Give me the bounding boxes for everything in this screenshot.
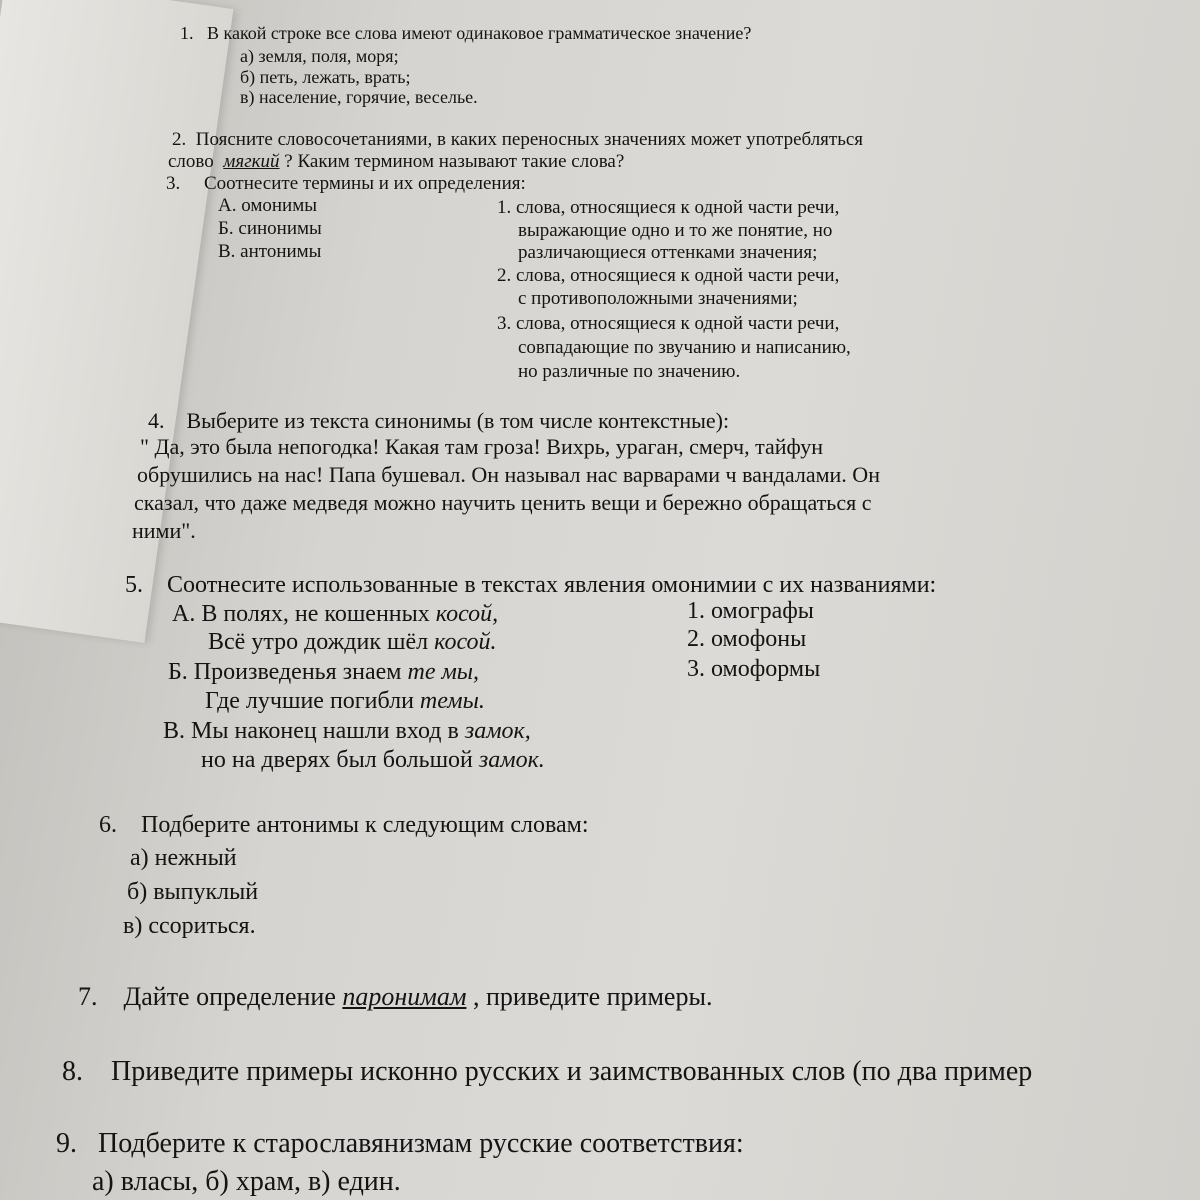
q2-word-myagkiy: мягкий [223, 151, 280, 172]
q9-text: Подберите к старославянизмам русские соответствия: [98, 1128, 744, 1159]
q1-number: 1. [180, 23, 194, 43]
q6-number: 6. [99, 812, 117, 838]
q3-def-2a: 2. слова, относящиеся к одной части речи, [497, 265, 840, 286]
q2-line1 [172, 130, 863, 149]
q5-c1-italic: замок, [464, 718, 531, 744]
q3-def-3a: 3. слова, относящиеся к одной части речи, [497, 313, 840, 334]
q6-option-c: в) ссориться. [123, 913, 256, 939]
q3-def-2b: с противоположными значениями; [518, 288, 798, 309]
q8-text: Приведите примеры исконно русских и заимствованных слов (по два пример [111, 1056, 1033, 1087]
q7-word-paronimam: паронимам [342, 982, 467, 1011]
q3-text: Соотнесите термины и их определения: [204, 173, 526, 194]
q4-quote-line1: " Да, это была непогодка! Какая там гроза! Вихрь, ураган, смерч, тайфун [140, 434, 823, 459]
q6-question [99, 813, 588, 837]
q5-a1-italic: косой, [435, 601, 499, 627]
q3-def-3b: совпадающие по звучанию и написанию, [518, 337, 851, 358]
q3-term-b: Б. синонимы [218, 218, 322, 239]
q5-example-c-line2 [201, 748, 545, 772]
q9-number: 9. [56, 1128, 77, 1159]
q3-def-1b: выражающие одно и то же понятие, но [518, 220, 833, 241]
q3-def-1c: различающиеся оттенками значения; [518, 242, 818, 263]
q4-quote-line2: обрушились на нас! Папа бушевал. Он называл нас варварами ч вандалами. Он [137, 462, 880, 487]
q3-term-a: А. омонимы [218, 195, 318, 216]
q1-option-a: а) земля, поля, моря; [240, 46, 399, 66]
q5-example-c-line1 [163, 719, 531, 743]
q4-quote-line3: сказал, что даже медведя можно научить ценить вещи и бережно обращаться с [134, 490, 872, 515]
q4-text: Выберите из текста синонимы (в том числе контекстные): [186, 408, 730, 433]
q5-example-a-line2 [208, 630, 497, 654]
q3-number: 3. [166, 173, 181, 194]
q5-b1-text: Б. Произведенья знаем [168, 659, 408, 685]
q5-name-2: 2. омофоны [687, 626, 807, 652]
q5-a2-italic: косой. [434, 629, 497, 655]
q1-question [180, 24, 751, 42]
q7-text-post: , приведите примеры. [466, 982, 713, 1011]
q5-example-a-line1 [172, 602, 498, 626]
q5-b2-italic: темы. [419, 688, 485, 714]
q1-text: В какой строке все слова имеют одинаковое грамматическое значение? [207, 23, 752, 43]
q2-number: 2. [172, 129, 187, 150]
q8-question [62, 1058, 1032, 1086]
q5-name-1: 1. омографы [687, 598, 814, 624]
q5-example-b-line1 [168, 660, 479, 684]
q1-option-c: в) население, горячие, веселье. [240, 87, 478, 107]
q5-a1-text: А. В полях, не кошенных [172, 601, 436, 627]
q1-option-b: б) петь, лежать, врать; [240, 67, 411, 87]
q5-b2-text: Где лучшие погибли [205, 688, 420, 714]
q5-c1-text: В. Мы наконец нашли вход в [163, 718, 465, 744]
q3-term-c: В. антонимы [218, 241, 322, 262]
q6-option-b: б) выпуклый [127, 879, 259, 905]
q2-line2 [168, 152, 624, 171]
q9-options: а) власы, б) храм, в) един. [92, 1166, 401, 1197]
q6-option-a: а) нежный [130, 845, 237, 871]
q5-c2-italic: замок. [478, 747, 545, 773]
q3-def-1a: 1. слова, относящиеся к одной части речи, [497, 197, 840, 218]
q2-text-line1: Поясните словосочетаниями, в каких переносных значениях может употребляться [195, 129, 864, 150]
q7-number: 7. [78, 982, 98, 1011]
q7-text-pre: Дайте определение [123, 982, 343, 1011]
q7-question [78, 984, 712, 1010]
q3-def-3c: но различные по значению. [518, 361, 741, 382]
q5-example-b-line2 [205, 689, 485, 713]
q5-text: Соотнесите использованные в текстах явления омонимии с их названиями: [167, 572, 937, 598]
q5-b1-italic: те мы, [407, 659, 480, 685]
q5-name-3: 3. омоформы [687, 656, 821, 682]
q8-number: 8. [62, 1056, 83, 1087]
q3-question [166, 174, 526, 193]
q2-text-post: ? Каким термином называют такие слова? [284, 151, 625, 172]
q6-text: Подберите антонимы к следующим словам: [141, 812, 589, 838]
q9-question [56, 1130, 744, 1158]
q5-c2-text: но на дверях был большой [201, 747, 479, 773]
q4-number: 4. [148, 408, 165, 433]
q4-question [148, 410, 729, 432]
q5-a2-text: Всё утро дождик шёл [208, 629, 435, 655]
q5-number: 5. [125, 572, 143, 598]
q5-question [125, 573, 936, 597]
q4-quote-line4: ними". [132, 518, 196, 543]
q2-text-pre: слово [168, 151, 214, 172]
